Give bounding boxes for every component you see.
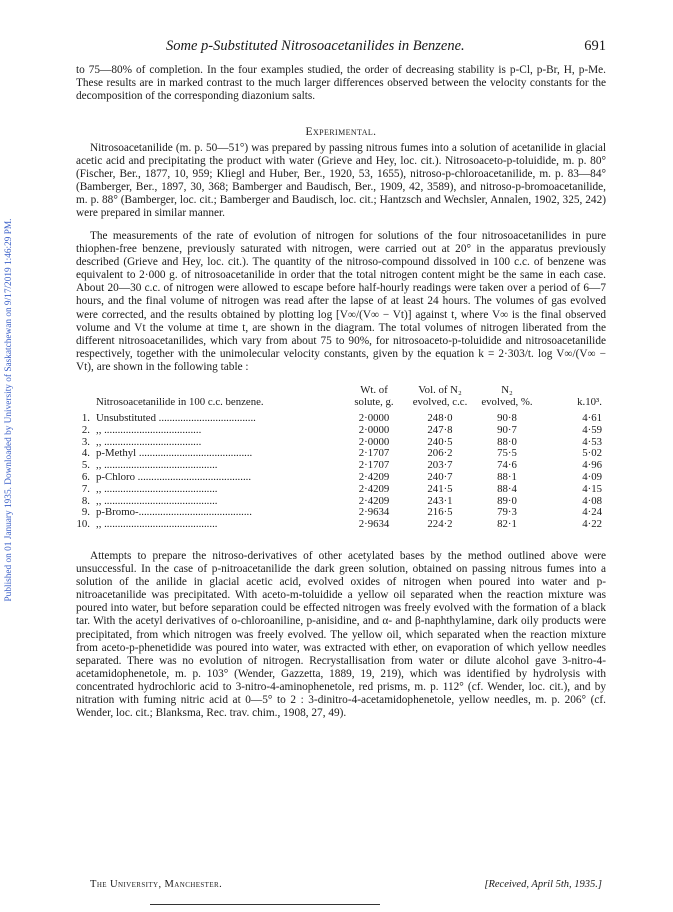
cell-num: 6. xyxy=(81,471,90,483)
cell-num: 7. xyxy=(81,482,90,495)
cell-k: 4·22 xyxy=(582,518,602,531)
cell-pct: 90·7 xyxy=(497,423,517,436)
cell-pct: 89·0 xyxy=(497,494,517,507)
cell-vol: 240·5 xyxy=(427,435,453,448)
cell-pct: 74·6 xyxy=(497,459,517,472)
download-notice: Published on 01 January 1935. Downloaded by University of Saskatchewan on 9/17/2019 1:46:29 PM. xyxy=(4,218,14,602)
header-volume-line1: Vol. of N₂ xyxy=(418,384,462,396)
cell-vol: 224·2 xyxy=(427,518,453,531)
header-rate-constant: k.10³. xyxy=(577,396,602,408)
cell-vol: 243·1 xyxy=(427,494,453,507)
cell-solute: 2·1707 xyxy=(358,459,390,472)
page-header xyxy=(76,38,606,58)
table-row xyxy=(76,412,606,424)
cell-name: p-Methyl .......................................... xyxy=(96,447,253,460)
table-row xyxy=(76,471,606,483)
cell-pct: 88·0 xyxy=(497,435,517,448)
cell-solute: 2·0000 xyxy=(358,435,390,448)
cell-pct: 75·5 xyxy=(497,447,517,460)
cell-name: Unsubstituted .................................... xyxy=(96,412,256,424)
cell-vol: 240·7 xyxy=(427,471,453,483)
cell-num: 2. xyxy=(81,423,90,436)
end-rule xyxy=(150,904,380,905)
cell-pct: 82·1 xyxy=(497,518,517,531)
table-row xyxy=(76,436,606,448)
header-volume-line2: evolved, c.c. xyxy=(412,396,468,408)
cell-name: p-Chloro .......................................... xyxy=(96,471,252,483)
cell-name: ,, .......................................... xyxy=(96,459,218,472)
cell-k: 4·61 xyxy=(582,412,602,424)
cell-k: 4·08 xyxy=(582,494,602,507)
section-heading: Experimental. xyxy=(305,126,377,138)
table-row xyxy=(76,506,606,518)
cell-solute: 2·4209 xyxy=(358,471,390,483)
cell-num: 9. xyxy=(81,506,90,519)
cell-pct: 90·8 xyxy=(497,412,517,424)
cell-k: 4·53 xyxy=(582,435,602,448)
cell-solute: 2·9634 xyxy=(358,518,390,531)
cell-num: 10. xyxy=(76,518,90,531)
cell-solute: 2·0000 xyxy=(358,412,390,424)
cell-name: ,, .................................... xyxy=(96,423,202,436)
cell-name: ,, .......................................... xyxy=(96,518,218,531)
experimental-paragraph-1: Nitrosoacetanilide (m. p. 50—51°) was prepared by passing nitrous fumes into a solution of acetanilide in glacial acetic acid and precipitating the product with water (Grieve and Hey, loc. cit.). Nitrosoaceto-p-toluidide, m. p. 80° (Fischer, Ber., 1877, 10, 959; Kliegl and Huber, Ber., 1920, 53, 1655), nitroso-p-chloroacetanilide, m. p. 83—84° (Bamberger, Ber., 1897, 30, 368; Bamberger and Baudisch, Ber., 1909, 42, 3589), and nitroso-p-bromoacetanilide, m. p. 88° (Bamberger, loc. cit.; Bamberger and Baudisch, loc. cit.; Hantzsch and Wechsler, Annalen, 1902, 325, 242) were prepared in similar manner. xyxy=(76,142,606,220)
cell-num: 3. xyxy=(81,435,90,448)
table-row xyxy=(76,483,606,495)
experimental-paragraph-2: The measurements of the rate of evolution of nitrogen for solutions of the four nitrosoacetanilides in pure thiophen-free benzene, previously saturated with nitrogen, were carried out at 20° in the apparatus previously described (Grieve and Hey, loc. cit.). The quantity of the nitroso-compound dissolved in 100 c.c. of benzene was equivalent to 2·000 g. of nitrosoacetanilide in order that the total nitrogen content might be the same in each case. About 20—30 c.c. of nitrogen were allowed to escape before half-hourly readings were taken over a period of 6—7 hours, and the final volume of nitrogen was read after the lapse of at least 24 hours. The volumes of gas evolved were corrected, and the results obtained by plotting log [V∞/(V∞ − Vt)] against t, where V∞ is the final observed volume and Vt the volume at time t, are shown in the diagram. The total volumes of nitrogen liberated from the different nitrosoacetanilides, which vary from about 75 to 90%, for nitrosoaceto-p-toluidide and nitrosoacetanilide respectively, together with the unimolecular velocity constants, given by the equation k = 2·303/t. log V∞/(V∞ − Vt), are shown in the following table : xyxy=(76,230,606,373)
cell-vol: 203·7 xyxy=(427,459,453,472)
cell-solute: 2·9634 xyxy=(358,506,390,519)
cell-name: ,, .......................................... xyxy=(96,482,218,495)
cell-solute: 2·1707 xyxy=(358,447,390,460)
running-title: Some p-Substituted Nitrosoacetanilides in Benzene. xyxy=(166,38,465,54)
table-row xyxy=(76,518,606,530)
header-percent-line1: N₂ xyxy=(501,384,513,396)
cell-name: ,, .......................................... xyxy=(96,494,218,507)
cell-solute: 2·4209 xyxy=(358,494,390,507)
header-solute-line1: Wt. of xyxy=(360,384,388,396)
received-date: [Received, April 5th, 1935.] xyxy=(484,879,602,890)
cell-k: 4·09 xyxy=(582,471,602,483)
publication-sidebar xyxy=(2,150,16,670)
cell-pct: 79·3 xyxy=(497,506,517,519)
header-compound: Nitrosoacetanilide in 100 c.c. benzene. xyxy=(96,396,264,408)
cell-k: 4·59 xyxy=(582,423,602,436)
page-number: 691 xyxy=(584,38,606,54)
cell-num: 1. xyxy=(81,412,90,424)
cell-vol: 216·5 xyxy=(427,506,453,519)
cell-solute: 2·0000 xyxy=(358,423,390,436)
table-row xyxy=(76,424,606,436)
cell-num: 4. xyxy=(81,447,90,460)
intro-paragraph: to 75—80% of completion. In the four examples studied, the order of decreasing stability is p-Cl, p-Br, H, p-Me. These results are in marked contrast to the much larger differences observed between the velocity constants for the decomposition of the corresponding diazonium salts. xyxy=(76,64,606,103)
table-row xyxy=(76,459,606,471)
table-row xyxy=(76,495,606,507)
header-solute-line2: solute, g. xyxy=(354,396,394,408)
cell-k: 4·24 xyxy=(582,506,602,519)
cell-k: 5·02 xyxy=(582,447,602,460)
cell-k: 4·15 xyxy=(582,482,602,495)
cell-solute: 2·4209 xyxy=(358,482,390,495)
cell-vol: 206·2 xyxy=(427,447,453,460)
cell-vol: 248·0 xyxy=(427,412,453,424)
cell-pct: 88·4 xyxy=(497,482,517,495)
cell-k: 4·96 xyxy=(582,459,602,472)
cell-vol: 247·8 xyxy=(427,423,453,436)
cell-num: 5. xyxy=(81,459,90,472)
institution: The University, Manchester. xyxy=(90,879,223,890)
cell-name: p-Bromo-.......................................... xyxy=(96,506,252,519)
closing-paragraph: Attempts to prepare the nitroso-derivatives of other acetylated bases by the method outlined above were unsuccessful. In the case of p-nitroacetanilide the dark green solution, obtained on passing nitrous fumes into a solution of the anilide in glacial acetic acid, evolved oxides of nitrogen when poured into water and p-nitroacetanilide was precipitated. With aceto-m-toluidide a yellow oil separated when the reaction mixture was poured into water, but before separation could be effected nitrogen was freely evolved with the formation of a black tar. With the acetyl derivatives of o-chloroaniline, p-anisidine, and α- and β-naphthylamine, dark oily products were precipitated, from which nitrogen was freely evolved. The yellow oil, which separated when the reaction mixture from aceto-p-phenetidide was poured into water, was extracted with ether, on evaporation of which yellow needles separated. There was no evolution of nitrogen. Recrystallisation from water or dilute alcohol gave 3-nitro-4-acetamidophenetole, m. p. 103° (Wender, Gazzetta, 1889, 19, 219), which was identified by hydrolysis with concentrated hydrochloric acid to 3-nitro-4-aminophenetole, red prisms, m. p. 112° (cf. Wender, loc. cit.), and by nitration with fuming nitric acid at 0—5° to 2 : 3-dinitro-4-acetamidophenetole, yellow needles, m. p. 206° (cf. Wender, loc. cit.; Blanksma, Rec. trav. chim., 1908, 27, 49). xyxy=(76,550,606,720)
cell-num: 8. xyxy=(81,494,90,507)
table-row xyxy=(76,447,606,459)
cell-vol: 241·5 xyxy=(427,482,453,495)
header-percent-line2: evolved, %. xyxy=(481,396,533,408)
cell-pct: 88·1 xyxy=(497,471,517,483)
cell-name: ,, .................................... xyxy=(96,435,202,448)
